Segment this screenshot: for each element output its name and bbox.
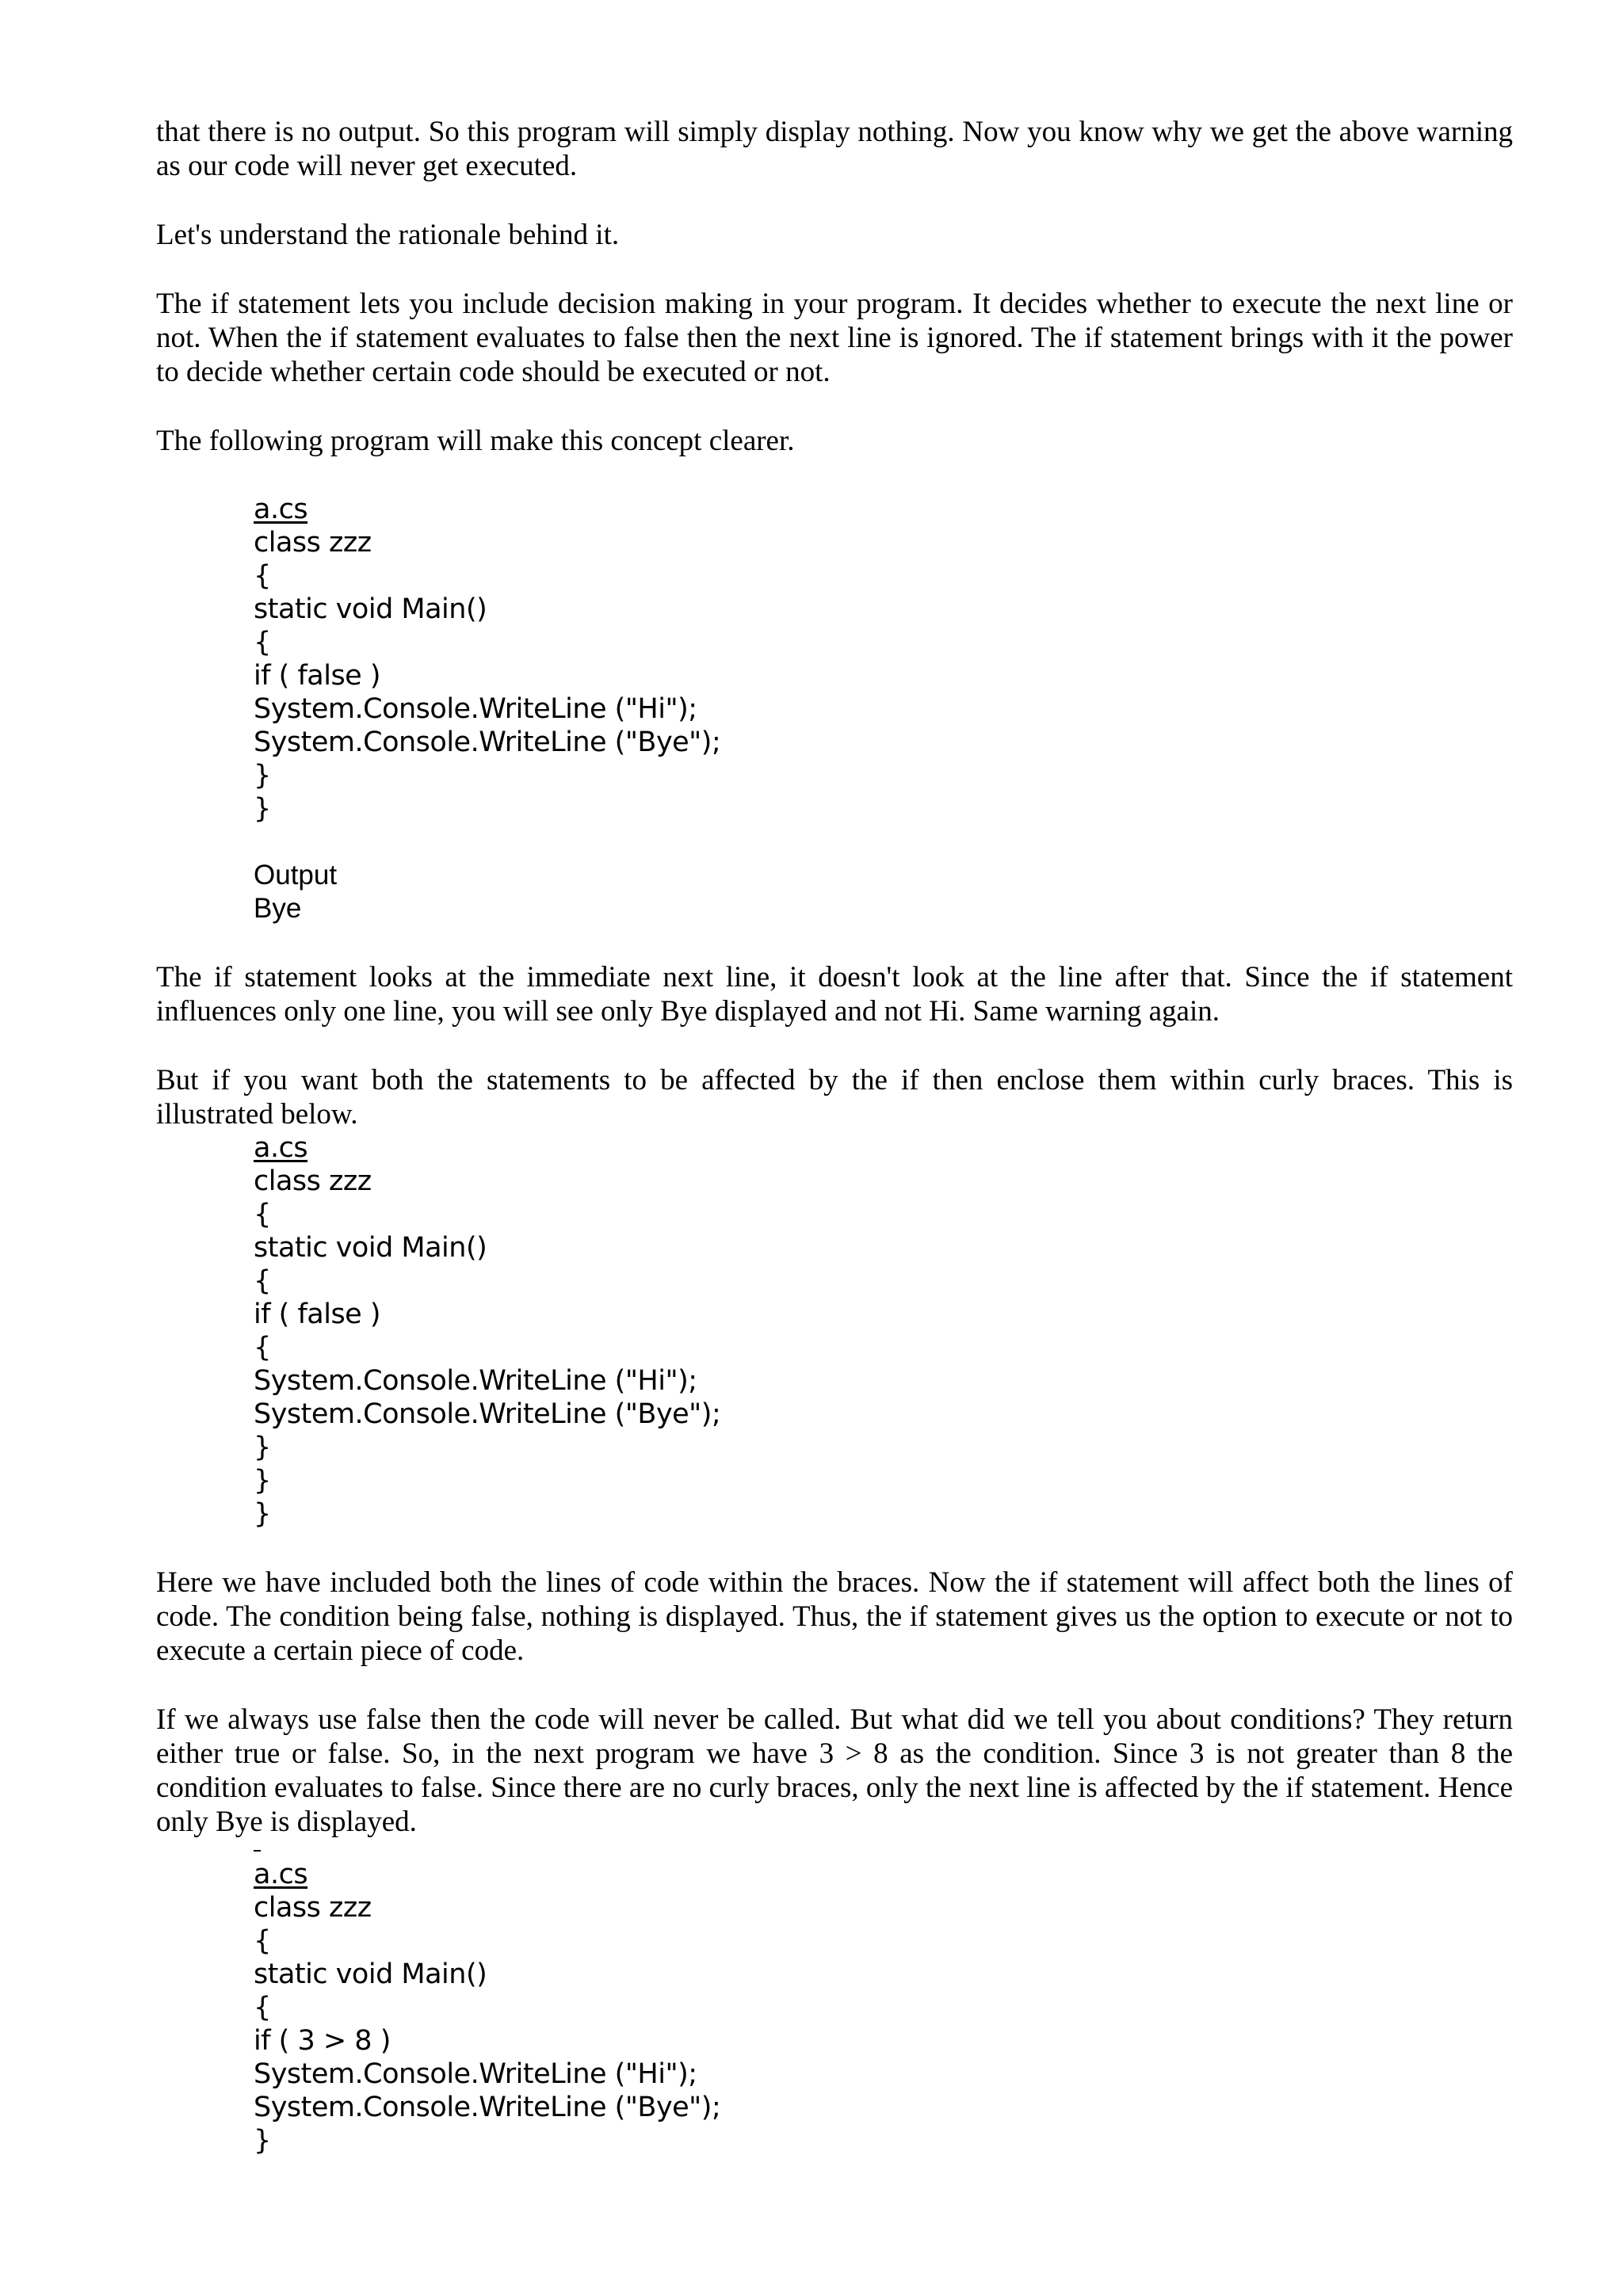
document-page bbox=[156, 115, 1513, 2157]
paragraph-conditions: If we always use false then the code will never be called. But what did we tell you about conditions? They return either true or false. So, in the next program we have 3 > 8 as the condition. Since 3 is not greater than 8 the condition evaluates to false. Since there are no curly braces, only the next line is affected by the if statement. Hence only Bye is displayed. bbox=[156, 1703, 1513, 1838]
code-filename: a.cs bbox=[254, 1859, 308, 1890]
paragraph-following-program: The following program will make this concept clearer. bbox=[156, 425, 795, 457]
code-line: System.Console.WriteLine ("Hi"); bbox=[254, 2058, 697, 2090]
paragraph-if-statement: The if statement lets you include decision making in your program. It decides whether to execute the next line or not. When the if statement evaluates to false then the next line is ignored. The if statement brings with it the power to decide whether certain code should be executed or not. bbox=[156, 288, 1513, 388]
code-line: { bbox=[254, 1992, 271, 2023]
code-line: System.Console.WriteLine ("Bye"); bbox=[254, 727, 721, 758]
code-line: { bbox=[254, 1925, 271, 1957]
code-line: static void Main() bbox=[254, 1232, 487, 1264]
code-line: if ( 3 > 8 ) bbox=[254, 2025, 391, 2057]
code-line: } bbox=[254, 1498, 271, 1530]
code-line: } bbox=[254, 793, 271, 825]
code-line: if ( false ) bbox=[254, 1299, 380, 1330]
paragraph-immediate-next-line: The if statement looks at the immediate next line, it doesn't look at the line after that. Since the if statement influences only one line, you will see only Bye displayed and not Hi. Same warning again. bbox=[156, 961, 1513, 1028]
code-block-2 bbox=[254, 1131, 1513, 1531]
paragraph-rationale: Let's understand the rationale behind it. bbox=[156, 219, 620, 251]
code-filename: a.cs bbox=[254, 1132, 308, 1164]
code-line: class zzz bbox=[254, 1892, 372, 1924]
code-line: { bbox=[254, 627, 271, 658]
code-line: static void Main() bbox=[254, 1958, 487, 1990]
code-line: class zzz bbox=[254, 527, 372, 559]
code-line: } bbox=[254, 1432, 271, 1463]
code-line: } bbox=[254, 2125, 271, 2157]
output-line: Bye bbox=[254, 893, 302, 924]
code-block-1 bbox=[254, 493, 1513, 826]
code-line: static void Main() bbox=[254, 593, 487, 625]
code-line: System.Console.WriteLine ("Hi"); bbox=[254, 693, 697, 725]
code-line: if ( false ) bbox=[254, 660, 380, 692]
code-line: System.Console.WriteLine ("Hi"); bbox=[254, 1365, 697, 1397]
code-filename: a.cs bbox=[254, 494, 308, 525]
code-line: System.Console.WriteLine ("Bye"); bbox=[254, 2092, 721, 2123]
code-line: System.Console.WriteLine ("Bye"); bbox=[254, 1398, 721, 1430]
stray-mark bbox=[254, 1842, 1513, 1858]
code-line: { bbox=[254, 1199, 271, 1230]
code-line: class zzz bbox=[254, 1165, 372, 1197]
code-line: { bbox=[254, 1332, 271, 1363]
output-heading: Output bbox=[254, 860, 338, 891]
code-line: } bbox=[254, 1465, 271, 1497]
paragraph-curly-braces: But if you want both the statements to be affected by the if then enclose them within curly braces. This is illustrated below. bbox=[156, 1064, 1513, 1131]
output-block-1 bbox=[254, 859, 1513, 925]
code-block-3 bbox=[254, 1858, 1513, 2157]
paragraph-both-lines: Here we have included both the lines of code within the braces. Now the if statement will affect both the lines of code. The condition being false, nothing is displayed. Thus, the if statement gives us the option to execute or not to execute a certain piece of code. bbox=[156, 1566, 1513, 1667]
paragraph-intro: that there is no output. So this program will simply display nothing. Now you know why we get the above warning as our code will never get executed. bbox=[156, 116, 1513, 182]
code-line: { bbox=[254, 1265, 271, 1297]
code-line: { bbox=[254, 560, 271, 592]
code-line: } bbox=[254, 760, 271, 791]
